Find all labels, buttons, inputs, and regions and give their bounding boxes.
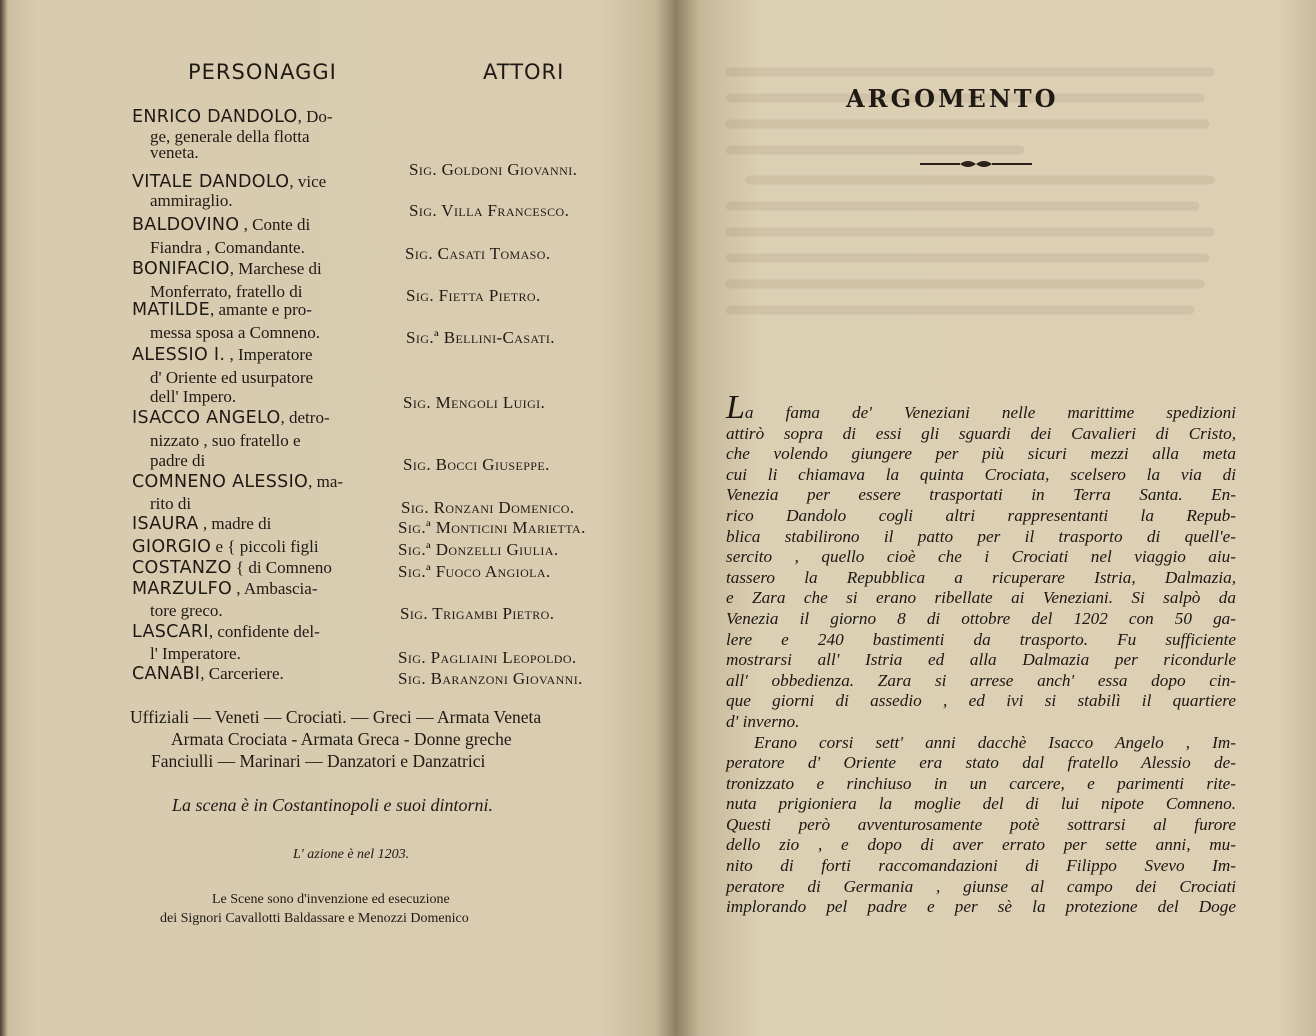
text-line: tronizzato e rinchiuso in un carcere, e parimenti rite- <box>726 773 1236 793</box>
character-desc: d' Oriente ed usurpatore <box>150 368 314 387</box>
character-desc: dell' Impero. <box>150 387 237 406</box>
credits-line: dei Signori Cavallotti Baldassare e Menozzi Domenico <box>160 911 469 926</box>
character-name: LASCARI <box>132 622 209 642</box>
character-costanzo <box>132 558 402 578</box>
character-desc: Monferrato, fratello di <box>150 282 303 301</box>
character-desc: ammiraglio. <box>150 191 233 210</box>
character-alessio <box>132 345 402 406</box>
character-baldovino <box>132 215 402 257</box>
character-bonifacio <box>132 259 402 301</box>
character-desc: , amante e pro- <box>209 300 312 319</box>
text-line: che volendo giungere per più sicuri mezzi alla meta <box>726 444 1236 464</box>
actor-entry: Sig. Goldoni Giovanni. <box>409 160 578 179</box>
character-desc: , vice <box>289 172 327 191</box>
character-desc: padre di <box>150 451 206 470</box>
text-line: peratore d' Oriente era stato dal fratello Alessio de- <box>726 753 1236 773</box>
header-attori: ATTORI <box>483 60 565 84</box>
actor-entry: Sig. Bocci Giuseppe. <box>403 455 550 474</box>
text-line: lere e 240 bastimenti da trasporto. Fu sufficiente <box>726 629 1236 649</box>
text-line: Venezia per essere trasportati in Terra Santa. En- <box>726 485 1236 505</box>
character-desc: Fiandra , Comandante. <box>150 238 305 257</box>
character-name: MATILDE <box>132 300 210 320</box>
character-enrico-dandolo <box>132 107 402 162</box>
character-desc: , Imperatore <box>225 345 313 364</box>
text-line: Venezia il giorno 8 di ottobre del 1202 con 50 ga- <box>726 608 1236 628</box>
text-line: sercito , quello cioè che i Crociati nel viaggio aiu- <box>726 547 1236 567</box>
actor-entry: Sig. Ronzani Domenico. <box>401 498 575 517</box>
character-desc: messa sposa a Comneno. <box>150 323 320 342</box>
credits-line: Le Scene sono d'invenzione ed esecuzione <box>212 892 450 907</box>
dropcap: L <box>726 389 745 426</box>
character-comneno-alessio <box>132 472 402 513</box>
character-name: BONIFACIO <box>132 259 230 279</box>
text-line: blica stabilirono il patto per il trasporto di quell'e- <box>726 526 1236 546</box>
text-line: d' inverno. <box>726 711 800 731</box>
text-line: Erano corsi sett' anni dacchè Isacco Angelo , Im- <box>754 732 1236 752</box>
character-desc: veneta. <box>150 143 199 162</box>
character-desc: , confidente del- <box>208 622 320 641</box>
character-desc: , detro- <box>280 408 330 427</box>
actor-entry: Sig. Villa Francesco. <box>409 201 570 220</box>
character-desc: nizzato , suo fratello e <box>150 431 301 450</box>
character-desc: tore greco. <box>150 601 223 620</box>
actor-entry: Sig. Trigambi Pietro. <box>400 604 555 623</box>
character-desc: , Conte di <box>239 215 311 234</box>
character-desc: , Ambascia- <box>232 579 318 598</box>
actor-entry: Sig.ª Monticini Marietta. <box>398 518 586 537</box>
actor-entry: Sig. Mengoli Luigi. <box>403 393 546 412</box>
character-giorgio <box>132 537 402 557</box>
character-lascari <box>132 622 402 663</box>
character-name: GIORGIO <box>132 537 212 557</box>
character-desc: l' Imperatore. <box>150 644 241 663</box>
right-page <box>676 0 1316 1036</box>
character-name: ISAURA <box>132 514 199 534</box>
text-line: implorando pel padre e per sè la protezione del Doge <box>726 897 1236 917</box>
actor-entry: Sig.ª Fuoco Angiola. <box>398 562 551 581</box>
text-line: peratore di Germania , giunse al campo dei Crociati <box>726 876 1236 896</box>
ornament-divider-icon <box>920 157 1032 171</box>
extras-line: Fanciulli — Marinari — Danzatori e Danzatrici <box>151 751 486 771</box>
actor-entry: Sig.ª Bellini-Casati. <box>406 328 555 347</box>
text-line: nuta prigioniera la moglie del di lui nipote Comneno. <box>726 794 1236 814</box>
text-line: dello zio , e dopo di aver errato per sette anni, mu- <box>726 835 1236 855</box>
character-name: MARZULFO <box>132 579 233 599</box>
character-vitale-dandolo <box>132 172 402 210</box>
character-name: CANABI <box>132 664 201 684</box>
character-isaura <box>132 514 402 534</box>
text-line: tassero la Repubblica a ricuperare Istria, Dalmazia, <box>726 567 1236 587</box>
scene-note: La scena è in Costantinopoli e suoi dintorni. <box>172 795 494 815</box>
character-name: ALESSIO I. <box>132 345 226 365</box>
action-note: L' azione è nel 1203. <box>293 847 410 862</box>
character-desc: , Do- <box>297 107 333 126</box>
character-desc: , ma- <box>308 472 344 491</box>
text-line: rico Dandolo cogli altri rappresentanti la Repub- <box>726 505 1236 525</box>
character-matilde <box>132 300 402 342</box>
character-desc: , madre di <box>198 514 272 533</box>
text-line: Questi però avventurosamente potè sottrarsi al furore <box>726 814 1236 834</box>
character-desc: e { piccoli figli <box>211 537 319 556</box>
actor-entry: Sig. Baranzoni Giovanni. <box>398 669 583 688</box>
text-line: cui li chiamava la quinta Crociata, scelsero la via di <box>726 464 1236 484</box>
extras-line: Armata Crociata - Armata Greca - Donne greche <box>171 729 512 749</box>
actor-entry: Sig. Fietta Pietro. <box>406 286 541 305</box>
extras-line: Uffiziali — Veneti — Crociati. — Greci — Armata Veneta <box>130 707 542 727</box>
character-name: COMNENO ALESSIO <box>132 472 309 492</box>
character-desc: , Carceriere. <box>200 664 284 683</box>
page-title: ARGOMENTO <box>846 84 1059 113</box>
character-name: ENRICO DANDOLO <box>132 107 298 127</box>
character-canabi <box>132 664 402 684</box>
actor-entry: Sig. Pagliaini Leopoldo. <box>398 648 577 667</box>
text-line: e Zara che si erano ribellate ai Veneziani. Si salpò da <box>726 588 1236 608</box>
character-name: COSTANZO <box>132 558 232 578</box>
text-line: a fama de' Veneziani nelle marittime spedizioni <box>744 403 1236 422</box>
text-line: mostrarsi all' Istria ed alla Dalmazia per ricondurle <box>726 650 1236 670</box>
actor-entry: Sig. Casati Tomaso. <box>405 244 551 263</box>
argomento-body <box>726 389 1236 918</box>
character-isacco-angelo <box>132 408 402 470</box>
text-line: nito di forti raccomandazioni di Filippo Svevo Im- <box>726 856 1236 876</box>
text-line: attirò sopra di essi gli sguardi dei Cavalieri di Cristo, <box>726 423 1236 443</box>
character-name: ISACCO ANGELO <box>132 408 281 428</box>
actor-entry: Sig.ª Donzelli Giulia. <box>398 540 559 559</box>
character-desc: , Marchese di <box>229 259 322 278</box>
character-desc: rito di <box>150 494 192 513</box>
character-desc: ge, generale della flotta <box>150 127 310 146</box>
character-desc: { di Comneno <box>231 558 332 577</box>
character-name: VITALE DANDOLO <box>132 172 290 192</box>
header-personaggi: PERSONAGGI <box>188 60 337 84</box>
text-line: all' obbedienza. Zara si arrese anch' essa dopo cin- <box>726 670 1236 690</box>
character-name: BALDOVINO <box>132 215 240 235</box>
character-marzulfo <box>132 579 402 620</box>
text-line: que giorni di assedio , ed ivi si stabilì il quartiere <box>726 691 1236 711</box>
